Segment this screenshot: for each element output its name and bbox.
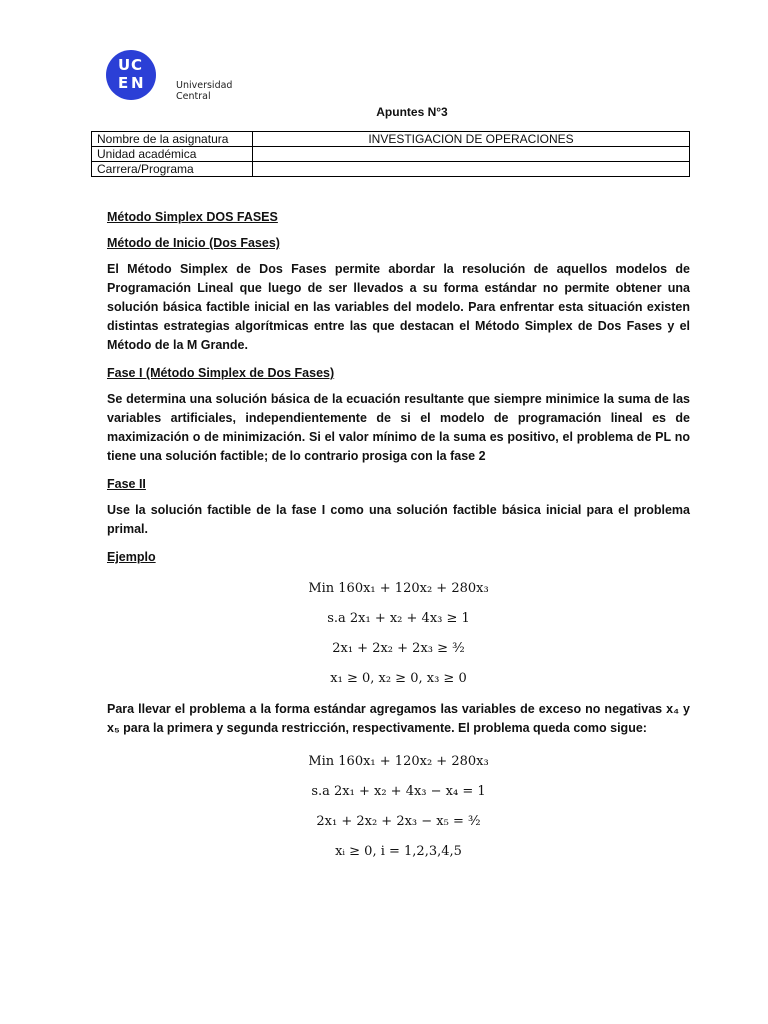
row-label: Carrera/Programa [92, 162, 253, 177]
university-name: Universidad Central [176, 80, 233, 102]
row-value: INVESTIGACION DE OPERACIONES [253, 132, 690, 147]
equation-line: xᵢ ≥ 0, i = 1,2,3,4,5 [335, 844, 462, 859]
row-value [253, 162, 690, 177]
heading-phase-1: Fase I (Método Simplex de Dos Fases) [107, 366, 335, 380]
heading-example: Ejemplo [107, 550, 156, 564]
svg-text:E: E [118, 74, 129, 92]
svg-text:U: U [118, 56, 131, 74]
heading-method: Método Simplex DOS FASES [107, 210, 278, 224]
paragraph-phase-2: Use la solución factible de la fase I como una solución factible básica inicial para el problema primal. [107, 503, 690, 536]
equation-line: Min 160x₁ + 120x₂ + 280x₃ [308, 581, 489, 596]
paragraph-standard-form: Para llevar el problema a la forma estándar agregamos las variables de exceso no negativas x₄ y x₅ para la primera y segunda restricción, respectivamente. El problema queda como sigue: [107, 702, 690, 735]
svg-text:N: N [131, 74, 144, 92]
paragraph-intro: El Método Simplex de Dos Fases permite abordar la resolución de aquellos modelos de Programación Lineal que luego de ser llevados a su forma estándar no permite obtener una solución básica factible inicial en las variables del modelo. Para enfrentar esta situación existen distintas estrategias algorítmicas entre las que destacan el Método Simplex de Dos Fases y el Método de la M Grande. [107, 262, 690, 352]
table-row [92, 162, 690, 177]
equation-line: Min 160x₁ + 120x₂ + 280x₃ [308, 754, 489, 769]
document-body [107, 208, 690, 867]
equation-block-standard [107, 747, 690, 867]
heading-start-method: Método de Inicio (Dos Fases) [107, 236, 280, 250]
document-title: Apuntes N°3 [376, 105, 448, 119]
equation-line: 2x₁ + 2x₂ + 2x₃ ≥ ³⁄₂ [332, 641, 465, 656]
svg-text:C: C [131, 56, 143, 74]
equation-line: s.a 2x₁ + x₂ + 4x₃ ≥ 1 [327, 611, 470, 626]
equation-line: x₁ ≥ 0, x₂ ≥ 0, x₃ ≥ 0 [330, 671, 467, 686]
equation-block-original [107, 574, 690, 694]
equation-line: s.a 2x₁ + x₂ + 4x₃ − x₄ = 1 [311, 784, 486, 799]
table-row [92, 132, 690, 147]
heading-phase-2: Fase II [107, 477, 146, 491]
course-info-table [91, 131, 690, 177]
paragraph-phase-1: Se determina una solución básica de la ecuación resultante que siempre minimice la suma de las variables artificiales, independientemente de si el modelo de programación lineal es de maximización o de minimización. Si el valor mínimo de la suma es positivo, el problema de PL no tiene una solución factible; de lo contrario prosiga con la fase 2 [107, 392, 690, 463]
equation-line: 2x₁ + 2x₂ + 2x₃ − x₅ = ³⁄₂ [316, 814, 481, 829]
table-row [92, 147, 690, 162]
row-label: Unidad académica [92, 147, 253, 162]
row-label: Nombre de la asignatura [92, 132, 253, 147]
row-value [253, 147, 690, 162]
